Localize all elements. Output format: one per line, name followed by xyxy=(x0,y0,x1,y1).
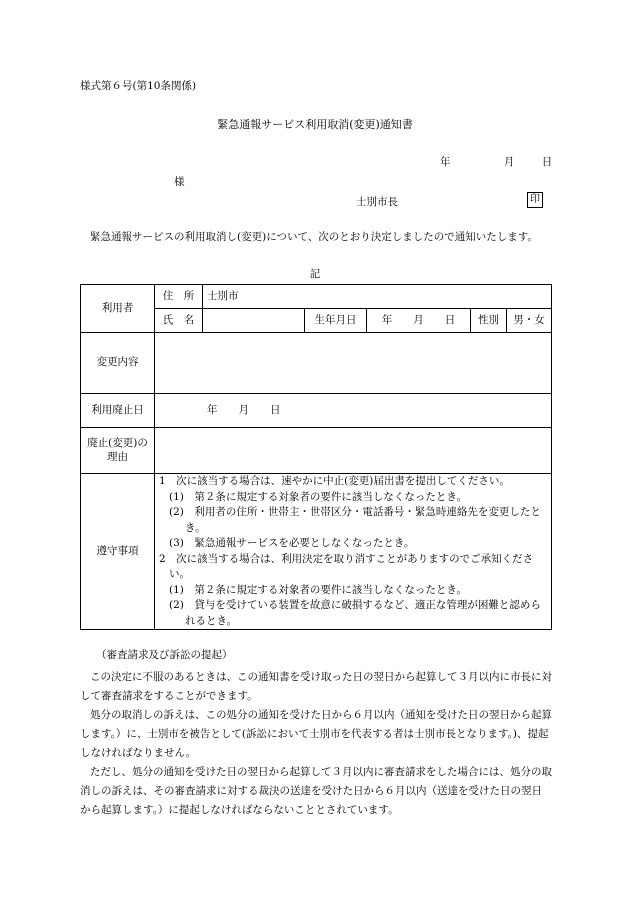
address-value: 士別市 xyxy=(203,285,552,309)
dob-label: 生年月日 xyxy=(305,309,367,333)
appeal-heading: （審査請求及び訴訟の提起） xyxy=(96,649,233,661)
rule-item: (1) 第２条に規定する対象者の要件に該当しなくなったとき。 xyxy=(169,583,467,596)
rules-label: 遵守事項 xyxy=(81,474,155,630)
rule-item: (3) 緊急通報サービスを必要としなくなったとき。 xyxy=(169,537,415,549)
name-value xyxy=(203,309,305,333)
rule-item: (1) 第２条に規定する対象者の要件に該当しなくなったとき。 xyxy=(169,490,467,503)
rule-item: (2) 利用者の住所・世帯主・世帯区分・電話番号・緊急時連絡先を変更したとき。 xyxy=(169,506,541,534)
addressee-suffix: 様 xyxy=(174,176,185,188)
end-date-value: 年 月 日 xyxy=(155,394,552,428)
change-value xyxy=(155,333,552,394)
appeal-paragraph-3: ただし、処分の通知を受けた日の翌日から起算して３月以内に審査請求をした場合には、処分の取消しの訴えは、その審査請求に対する裁決の送達を受けた日から６月以内（送達を受けた日の翌日から起算します。）に提起しなければならないこととされています。 xyxy=(80,766,552,816)
page-title: 緊急通報サービス利用取消(変更)通知書 xyxy=(217,118,413,131)
end-date-label: 利用廃止日 xyxy=(81,394,155,428)
ki-heading: 記 xyxy=(309,268,321,280)
change-label: 変更内容 xyxy=(81,333,155,394)
appeal-paragraph-2: 処分の取消しの訴えは、この処分の通知を受けた日から６月以内（通知を受けた日の翌日から起算します。）に、士別市を被告として(訴訟において士別市を代表する者は士別市長となります。)、提起しなければなりません。 xyxy=(80,709,552,759)
dob-value: 年 月 日 xyxy=(367,309,471,333)
reason-label: 廃止(変更)の理由 xyxy=(81,428,155,474)
name-label: 氏 名 xyxy=(155,309,203,333)
appeal-paragraph-1: この決定に不服のあるときは、この通知書を受け取った日の翌日から起算して３月以内に市長に対して審査請求をすることができます。 xyxy=(80,671,552,702)
form-number: 様式第６号(第10条関係) xyxy=(80,80,197,92)
date-month: 月 xyxy=(503,156,515,168)
user-label: 利用者 xyxy=(81,285,155,333)
rule-item: (2) 貸与を受けている装置を故意に破損するなど、適正な管理が困難と認められるとき。 xyxy=(169,599,541,627)
sex-label: 性別 xyxy=(471,309,507,333)
date-line xyxy=(440,156,552,170)
rules-list xyxy=(155,474,552,630)
date-day: 日 xyxy=(541,156,553,168)
rule-item: 2 次に該当する場合は、利用決定を取り消すことがありますのでご承知ください。 xyxy=(159,552,534,580)
reason-value xyxy=(155,428,552,474)
address-label: 住 所 xyxy=(155,285,203,309)
sex-value: 男・女 xyxy=(507,309,552,333)
rule-item: 1 次に該当する場合は、速やかに中止(変更)届出書を提出してください。 xyxy=(159,475,510,487)
intro-text: 緊急通報サービスの利用取消し(変更)について、次のとおり決定しましたので通知いたします。 xyxy=(90,231,538,243)
issuer: 士別市長 xyxy=(356,196,398,208)
date-year: 年 xyxy=(440,156,451,168)
notice-table xyxy=(80,284,552,630)
seal-box: 印 xyxy=(527,192,543,208)
